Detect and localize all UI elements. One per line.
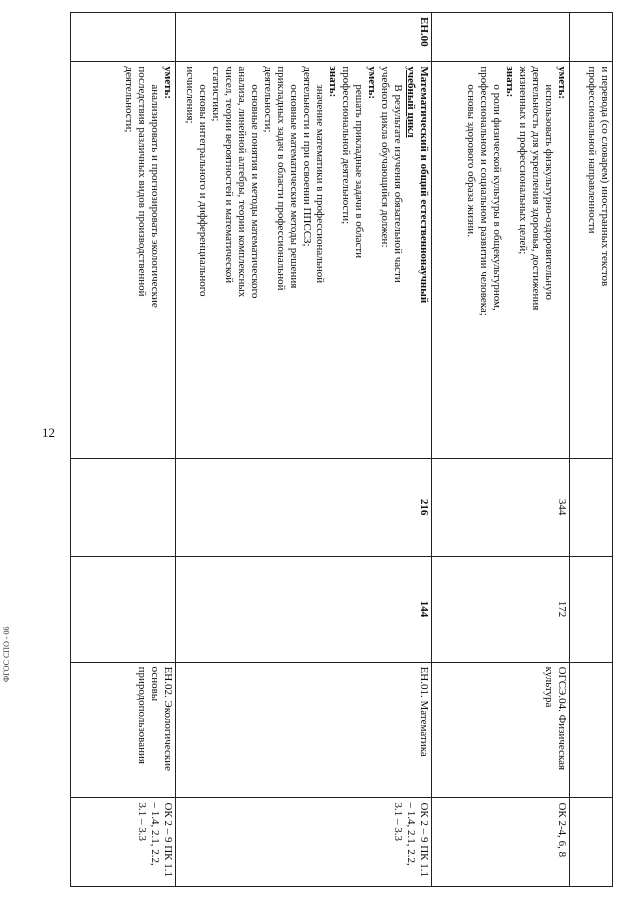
content-line: анализа, линейной алгебры, теории комплексных: [236, 66, 248, 298]
content-cell: [176, 62, 432, 458]
content-cell: [432, 62, 570, 458]
content-line: учебный цикл: [405, 66, 417, 138]
content-line: чисел, теории вероятностей и математической: [223, 66, 235, 284]
content-cell: [570, 62, 613, 458]
discipline-cell: [570, 662, 613, 798]
content-line: знать:: [327, 66, 339, 98]
footer-mark: ФГОС СПО - 06: [2, 626, 11, 682]
cycle-code-cell: [71, 13, 176, 62]
competencies-cell: ОК 2-4, 6, 8: [432, 798, 570, 887]
content-line: профессиональной деятельности;: [340, 66, 352, 225]
content-line: уметь:: [162, 66, 174, 100]
content-line: основные математические методы решения: [288, 84, 300, 289]
content-line: решать прикладные задачи в области: [353, 84, 365, 259]
max-load-cell: [570, 458, 613, 556]
content-line: прикладных задач в области профессиональной: [275, 66, 287, 291]
content-line: Математический и общий естественнонаучный: [418, 66, 430, 304]
content-line: анализировать и прогнозировать экологические: [149, 84, 161, 308]
discipline-cell: ЕН.02. Экологические основы природопользования: [71, 662, 176, 798]
content-line: последствия различных видов производственной: [136, 66, 148, 297]
content-line: деятельности;: [123, 66, 135, 133]
table-row: [71, 13, 176, 887]
content-line: деятельности;: [262, 66, 274, 133]
content-line: знать:: [504, 66, 516, 98]
curriculum-table: [70, 12, 613, 887]
page-number: 12: [42, 425, 55, 440]
max-load-cell: 216: [176, 458, 432, 556]
content-line: жизненных и профессиональных целей;: [517, 66, 529, 255]
max-load-cell: [71, 458, 176, 556]
competencies-cell: ОК 2 – 9 ПК 1.1 – 1.4, 2.1, 2.2, 3.1 – 3.3: [71, 798, 176, 887]
content-line: деятельность для укрепления здоровья, достижения: [530, 66, 542, 311]
content-line: уметь:: [366, 66, 378, 100]
content-line: основы интегрального и дифференциального: [197, 84, 209, 297]
obligatory-load-cell: 144: [176, 556, 432, 662]
content-line: значение математики в профессиональной: [314, 84, 326, 284]
rotated-page: [68, 12, 613, 887]
discipline-cell: ЕН.01. Математика: [176, 662, 432, 798]
table-row: [176, 13, 432, 887]
content-line: уметь:: [556, 66, 568, 100]
content-line: и перевода (со словарем) иностранных текстов: [599, 66, 611, 287]
content-line: статистики;: [210, 66, 222, 122]
obligatory-load-cell: [570, 556, 613, 662]
content-line: В результате изучения обязательной части: [392, 84, 404, 283]
max-load-cell: 344: [432, 458, 570, 556]
table-row: [432, 13, 570, 887]
cycle-code-cell: [570, 13, 613, 62]
cycle-code-cell: ЕН.00: [176, 13, 432, 62]
content-line: основные понятия и методы математического: [249, 84, 261, 299]
content-line: использовать физкультурно-оздоровительную: [543, 84, 555, 300]
cycle-code-cell: [432, 13, 570, 62]
content-line: о роли физической культуры в общекультурном,: [491, 84, 503, 311]
content-line: исчисления;: [184, 66, 196, 124]
obligatory-load-cell: [71, 556, 176, 662]
discipline-cell: ОГСЭ.04. Физическая культура: [432, 662, 570, 798]
competencies-cell: ОК 2 – 9 ПК 1.1 – 1.4, 2.1, 2.2, 3.1 – 3.3: [176, 798, 432, 887]
obligatory-load-cell: 172: [432, 556, 570, 662]
content-line: профессиональном и социальном развитии человека;: [478, 66, 490, 316]
table-row: [570, 13, 613, 887]
content-line: основы здорового образа жизни.: [465, 84, 477, 237]
content-line: профессиональной направленности: [586, 66, 598, 234]
competencies-cell: [570, 798, 613, 887]
content-line: деятельности и при освоении ППССЗ;: [301, 66, 313, 247]
content-line: учебного цикла обучающийся должен:: [379, 66, 391, 248]
content-cell: [71, 62, 176, 458]
